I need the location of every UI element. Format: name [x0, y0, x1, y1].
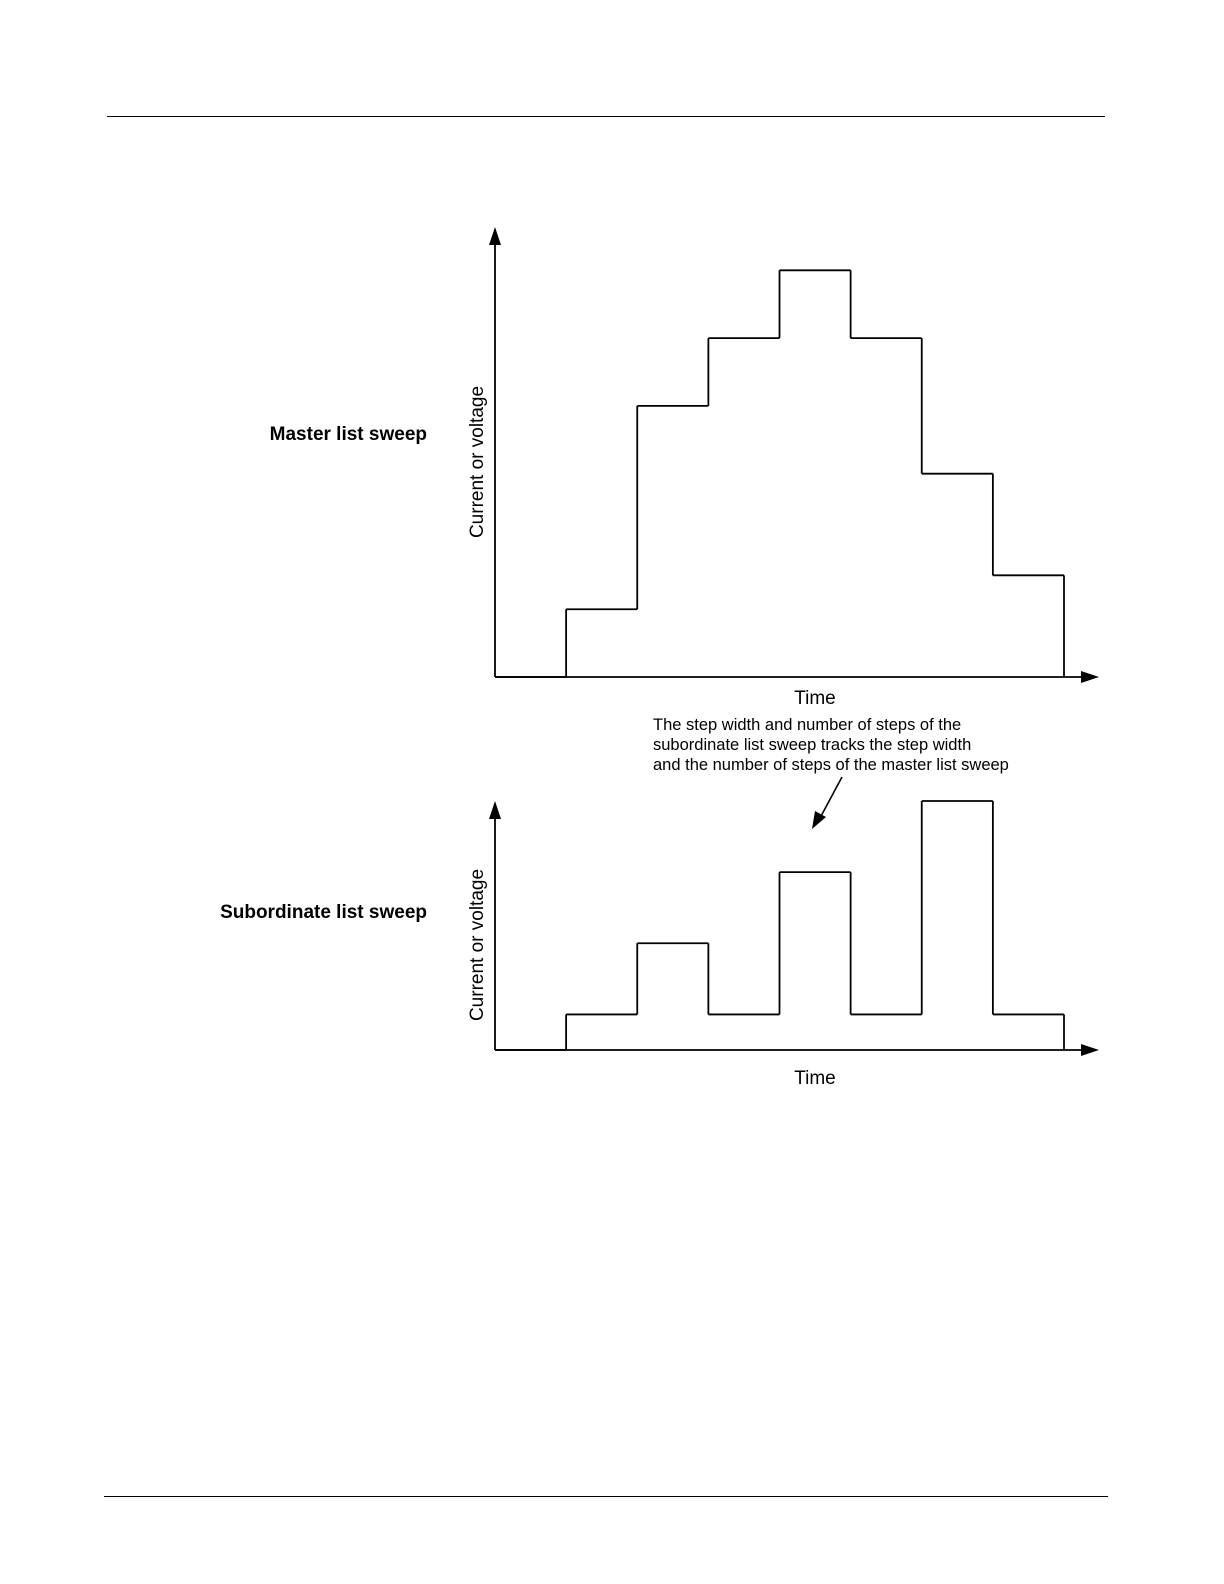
subordinate-x-axis-label: Time [794, 1068, 836, 1089]
annotation-line: and the number of steps of the master list sweep [653, 756, 1009, 774]
annotation-arrow-shaft [820, 777, 842, 818]
subordinate-y-axis-label: Current or voltage [467, 868, 488, 1022]
annotation-arrow-icon [812, 811, 826, 829]
annotation-line: subordinate list sweep tracks the step width [653, 736, 972, 754]
subordinate-chart [220, 801, 1099, 1089]
master-y-axis-label: Current or voltage [467, 385, 488, 539]
subordinate-chart-title: Subordinate list sweep [220, 902, 427, 923]
annotation-note [653, 716, 1009, 829]
subordinate-step-series [495, 801, 1064, 1050]
master-chart-title: Master list sweep [269, 424, 427, 445]
subordinate-x-axis-arrow-icon [1081, 1044, 1099, 1056]
annotation-line: The step width and number of steps of the [653, 716, 962, 734]
master-step-series [495, 270, 1064, 677]
subordinate-y-axis-arrow-icon [489, 801, 501, 819]
master-chart [270, 227, 1099, 709]
master-x-axis-arrow-icon [1081, 671, 1099, 683]
master-y-axis-arrow-icon [489, 227, 501, 245]
master-x-axis-label: Time [794, 688, 836, 709]
footer-rule [104, 1496, 1108, 1497]
